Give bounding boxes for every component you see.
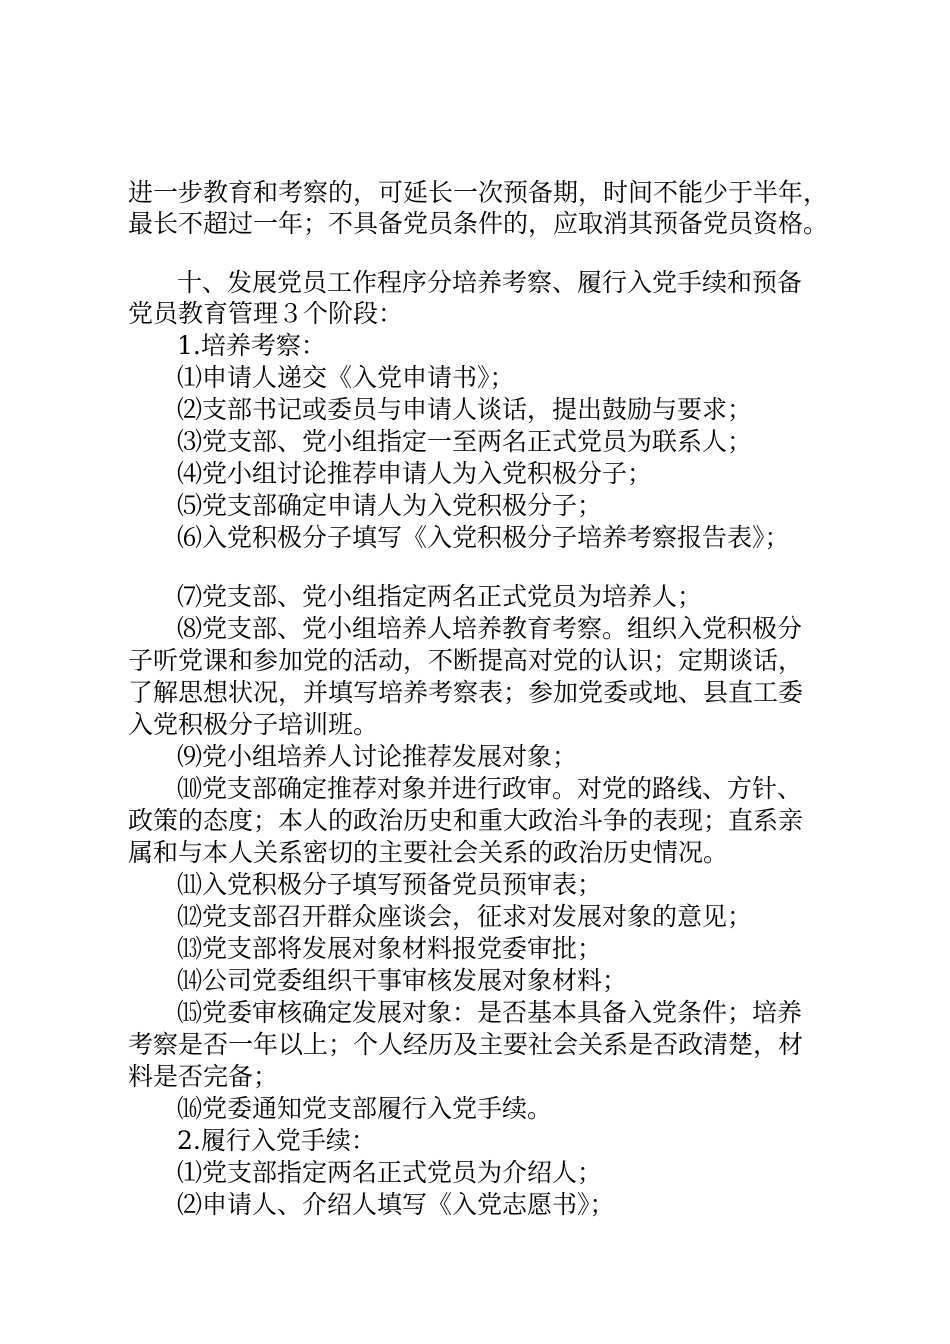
text-line: 党员教育管理３个阶段： [128,299,404,328]
subsection-heading: 2.履行入党手续： [177,1126,376,1155]
list-item: ⑶党支部、党小组指定一至两名正式党员为联系人； [177,427,753,456]
list-item: ⑼党小组培养人讨论推荐发展对象； [177,742,578,771]
section-heading: 十、发展党员工作程序分培养考察、履行入党手续和预备 [177,268,803,297]
list-item: ⑽党支部确定推荐对象并进行政审。对党的路线、方针、 [177,774,803,803]
list-item: ⑴党支部指定两名正式党员为介绍人； [177,1158,603,1187]
list-item: ⑾入党积极分子填写预备党员预审表； [177,870,603,899]
list-item: ⑻党支部、党小组培养人培养教育考察。组织入党积极分 [177,614,803,643]
subsection-heading: 1.培养考察： [177,331,326,360]
list-item: ⑵支部书记或委员与申请人谈话，提出鼓励与要求； [177,395,753,424]
list-item: ⑵申请人、介绍人填写《入党志愿书》； [177,1190,615,1219]
text-line: 属和与本人关系密切的主要社会关系的政治历史情况。 [128,838,729,867]
text-line: 政策的态度；本人的政治历史和重大政治斗争的表现；直系亲 [128,806,804,835]
list-item: ⒃党委通知党支部履行入党手续。 [177,1094,553,1123]
list-item: ⑿党支部召开群众座谈会，征求对发展对象的意见； [177,902,753,931]
text-line: 子听党课和参加党的活动，不断提高对党的认识；定期谈话， [128,646,804,675]
text-line: 了解思想状况，并填写培养考察表；参加党委或地、县直工委 [128,678,804,707]
list-item: ⑷党小组讨论推荐申请人为入党积极分子； [177,459,653,488]
list-item: ⑺党支部、党小组指定两名正式党员为培养人； [177,582,703,611]
list-item: ⒀党支部将发展对象材料报党委审批； [177,934,603,963]
list-item: ⒂党委审核确定发展对象：是否基本具备入党条件；培养 [177,998,803,1027]
text-line: 考察是否一年以上；个人经历及主要社会关系是否政清楚，材 [128,1030,804,1059]
text-line: 入党积极分子培训班。 [128,710,379,739]
list-item: ⒁公司党委组织干事审核发展对象材料； [177,966,628,995]
text-line: 最长不超过一年；不具备党员条件的，应取消其预备党员资格。 [128,209,829,238]
text-line: 进一步教育和考察的，可延长一次预备期，时间不能少于半年， [128,178,829,207]
list-item: ⑴申请人递交《入党申请书》； [177,363,515,392]
text-line: 料是否完备； [128,1062,279,1091]
list-item: ⑹入党积极分子填写《入党积极分子培养考察报告表》； [177,523,790,552]
list-item: ⑸党支部确定申请人为入党积极分子； [177,491,603,520]
